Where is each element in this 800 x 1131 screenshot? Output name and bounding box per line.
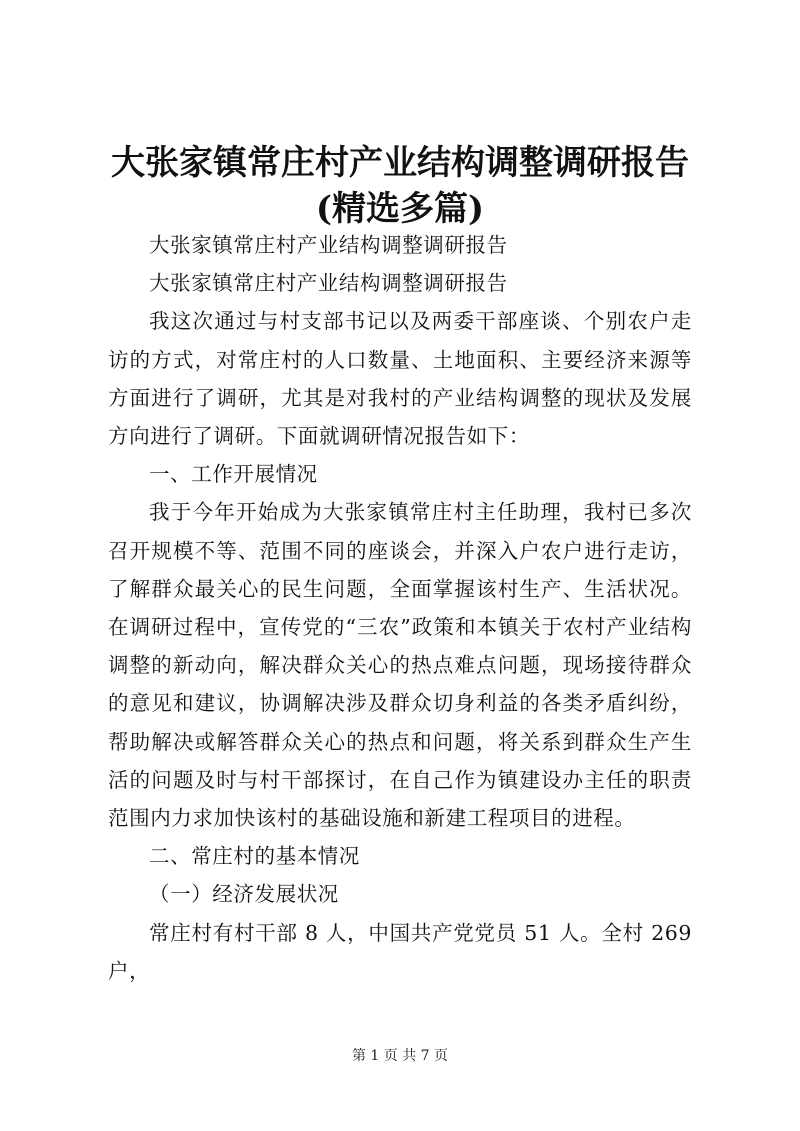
subsection-heading-1: （一）经济发展状况 [149, 882, 339, 907]
paragraph-subtitle-2: 大张家镇常庄村产业结构调整调研报告 [149, 271, 508, 296]
section-heading-1: 一、工作开展情况 [149, 462, 318, 487]
page-footer: 第 1 页 共 7 页 [351, 1048, 449, 1064]
document-title: 大张家镇常庄村产业结构调整调研报告(精选多篇) [111, 143, 689, 229]
paragraph-work: 我于今年开始成为大张家镇常庄村主任助理，我村已多次召开规模不等、范围不同的座谈会，并深入户农户进行走访，了解群众最关心的民生问题，全面掌握该村生产、生活状况。在调研过程中，宣传党的“三农”政策和本镇关于农村产业结构调整的新动向，解决群众关心的热点难点问题，现场接待群众的意见和建议，协调解决涉及群众切身利益的各类矛盾纠纷，帮助解决或解答群众关心的热点和问题，将关系到群众生产生活的问题及时与村干部探讨，在自己作为镇建设办主任的职责范围内力求加快该村的基础设施和新建工程项目的进程。 [108, 500, 692, 831]
paragraph-subtitle-1: 大张家镇常庄村产业结构调整调研报告 [149, 233, 508, 257]
section-heading-2: 二、常庄村的基本情况 [149, 844, 360, 869]
document-body [108, 226, 692, 990]
paragraph-basic-info: 常庄村有村干部 8 人，中国共产党党员 51 人。全村 269 户， [108, 920, 692, 983]
paragraph-intro: 我这次通过与村支部书记以及两委干部座谈、个别农户走访的方式，对常庄村的人口数量、土地面积、主要经济来源等方面进行了调研，尤其是对我村的产业结构调整的现状及发展方向进行了调研。下面就调研情况报告如下： [108, 309, 692, 449]
